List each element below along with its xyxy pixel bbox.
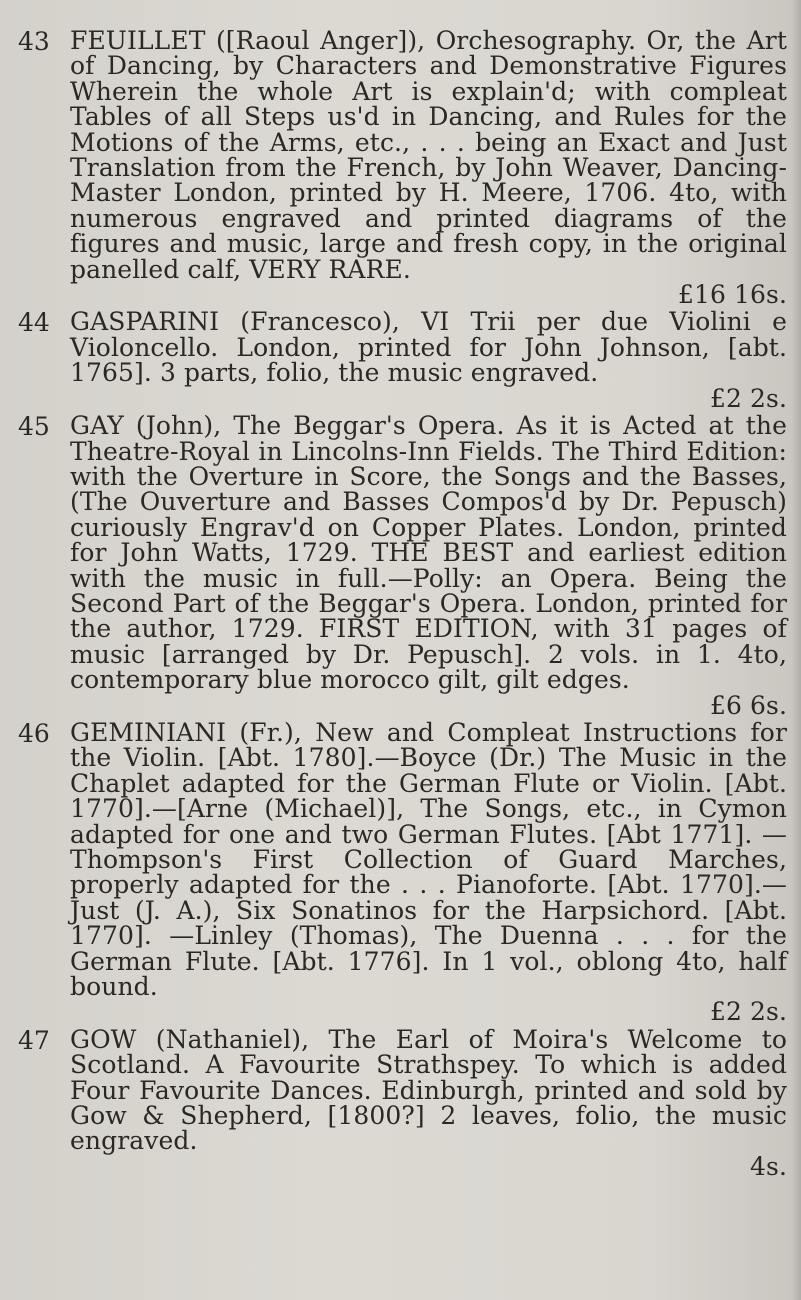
catalogue-entry-47 (18, 1024, 787, 1181)
entry-text: GAY (John), The Beggar's Opera. As it is Acted at the Theatre-Royal in Lincolns-Inn Fields. The Third Edition: with the Overture in Score, the Songs and the Basses, (The Ouverture and Basses Compos'd by Dr. Pepusch) curiously Engrav'd on Copper Plates. London, printed for John Watts, 1729. THE BEST and earliest edition with the music in full.—Polly: an Opera. Being the Second Part of the Beggar's Opera. London, printed for the author, 1729. FIRST EDITION, with 31 pages of music [arranged by Dr. Pepusch]. 2 vols. in 1. 4to, contemporary blue morocco gilt, gilt edges. (70, 411, 787, 695)
catalogue-entry-45 (18, 413, 787, 718)
catalogue-entry-46 (18, 717, 787, 1027)
entry-price: £16 16s. (677, 280, 787, 310)
entry-price: 4s. (750, 1151, 787, 1181)
lot-number: 45 (18, 412, 50, 442)
lot-number: 47 (18, 1025, 50, 1055)
page-edge-shadow (791, 0, 801, 1300)
entry-price: £2 2s. (709, 383, 787, 413)
entry-text: FEUILLET ([Raoul Anger]), Orchesography. Or, the Art of Dancing, by Characters and Demonstrative Figures Wherein the whole Art is explain'd; with compleat Tables of all Steps us'd in Dancing, and Rules for the Motions of the Arms, etc., . . . being an Exact and Just Translation from the French, by John Weaver, Dancing-Master London, printed by H. Meere, 1706. 4to, with numerous engraved and printed diagrams of the figures and music, large and fresh copy, in the original panelled calf, VERY RARE. (70, 26, 787, 284)
entry-description (70, 717, 787, 1027)
entry-description (70, 413, 787, 718)
entry-description (70, 26, 787, 310)
lot-number: 43 (18, 27, 50, 56)
entry-price: £2 2s. (709, 997, 787, 1027)
entry-price: £6 6s. (709, 690, 787, 720)
entry-text: GEMINIANI (Fr.), New and Compleat Instructions for the Violin. [Abt. 1780].—Boyce (Dr.) The Music in the Chaplet adapted for the German Flute or Violin. [Abt. 1770].—[Arne (Michael)], The Songs, etc., in Cymon adapted for one and two German Flutes. [Abt 1771]. —Thompson's First Collection of Guard Marches, properly adapted for the . . . Pianoforte. [Abt. 1770].—Just (J. A.), Six Sonatinos for the Harpsichord. [Abt. 1770]. —Linley (Thomas), The Duenna . . . for the German Flute. [Abt. 1776]. In 1 vol., oblong 4to, half bound. (70, 717, 787, 1002)
entry-text: GASPARINI (Francesco), VI Trii per due Violini e Violoncello. London, printed for John Johnson, [abt. 1765]. 3 parts, folio, the music engraved. (70, 307, 787, 388)
entry-description (70, 309, 787, 411)
catalogue-entry-44 (18, 309, 787, 411)
lot-number: 46 (18, 718, 50, 748)
catalogue-entry-43 (18, 26, 787, 310)
entry-description (70, 1024, 787, 1181)
entry-text: GOW (Nathaniel), The Earl of Moira's Welcome to Scotland. A Favourite Strathspey. To which is added Four Favourite Dances. Edinburgh, printed and sold by Gow & Shepherd, [1800?] 2 leaves, folio, the music engraved. (70, 1024, 787, 1156)
lot-number: 44 (18, 308, 50, 338)
